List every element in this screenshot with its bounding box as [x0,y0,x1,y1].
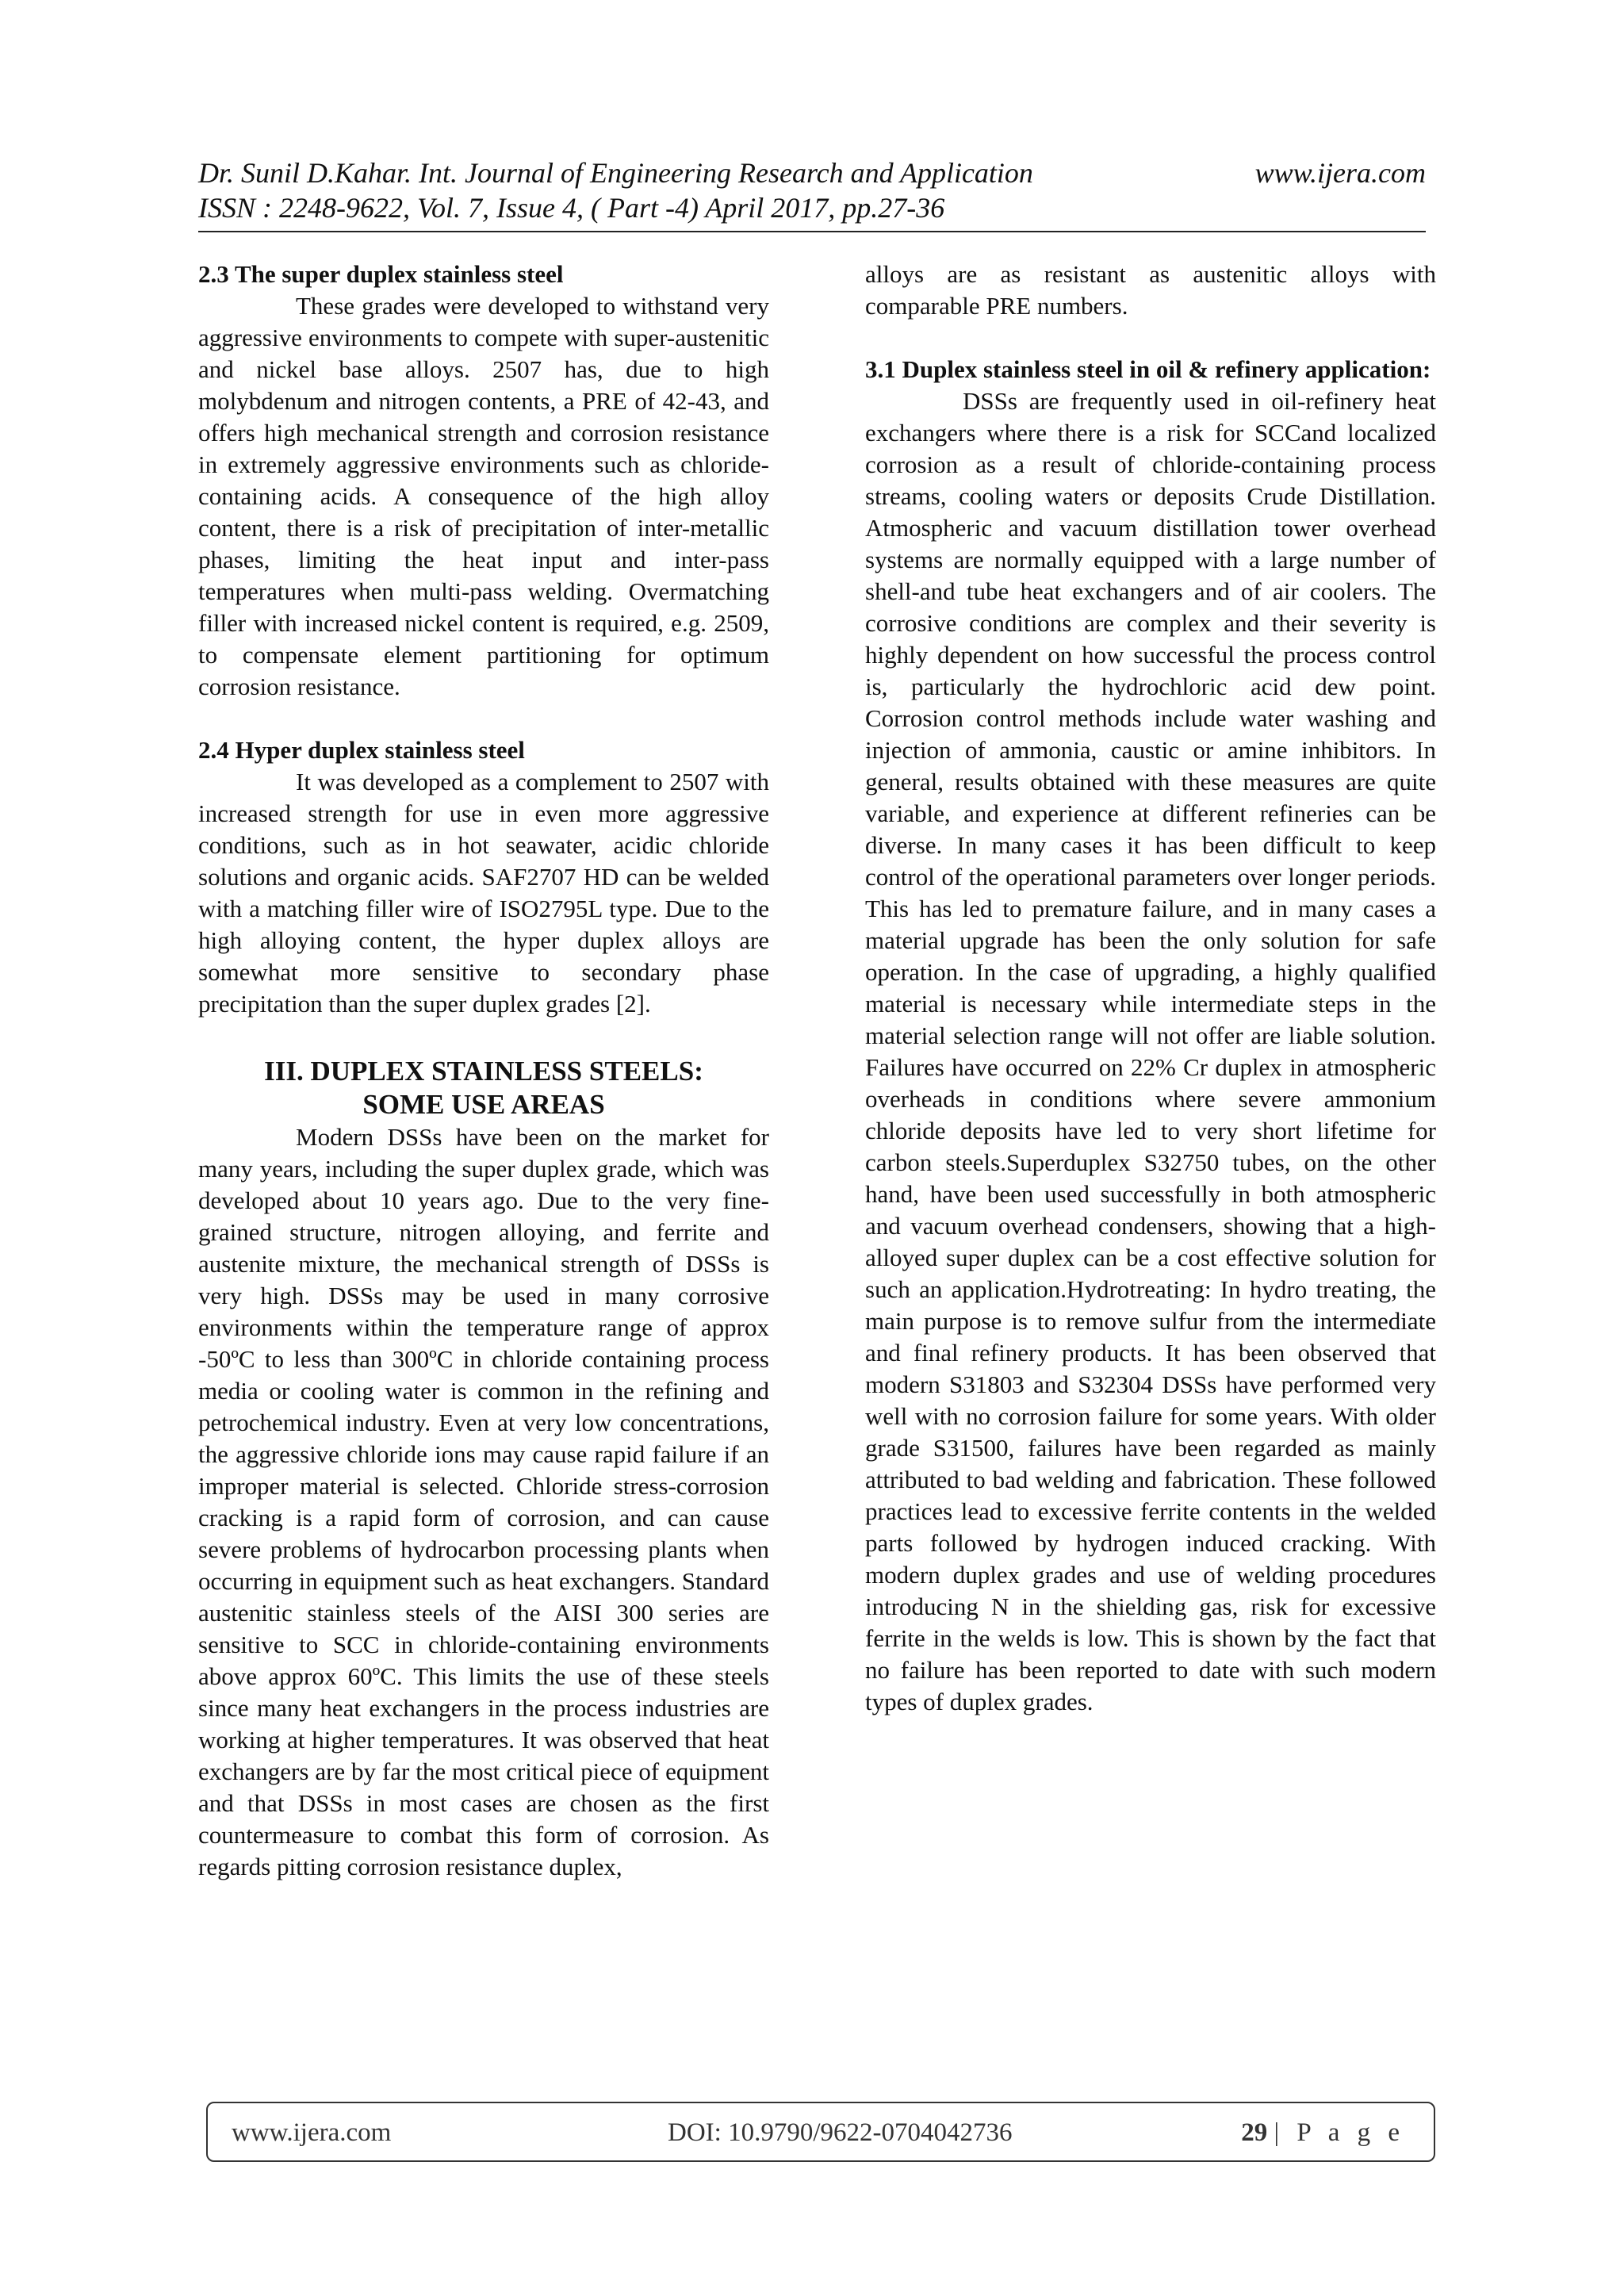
section-3-1-heading: 3.1 Duplex stainless steel in oil & refinery application: [865,355,1431,383]
footer-doi: DOI: 10.9790/9622-0704042736 [668,2118,1013,2147]
section-3-1-body: DSSs are frequently used in oil-refinery heat exchangers where there is a risk for SCCand localized corrosion as a result of chloride-containing process streams, cooling waters or deposits Crude Distillation. Atmospheric and vacuum distillation tower overhead systems are normally equipped with a large number of shell-and tube heat exchangers and of air coolers. The corrosive conditions are complex and their severity is highly dependent on how successful the process control is, particularly the hydrochloric acid dew point. Corrosion control methods include water washing and injection of ammonia, caustic or amine inhibitors. In general, results obtained with these measures are quite variable, and experience at different refineries can be diverse. In many cases it has been difficult to keep control of the operational parameters over longer periods. This has led to premature failure, and in many cases a material upgrade has been the only solution for safe operation. In the case of upgrading, a highly qualified material is necessary while intermediate steps in the material selection range will not offer are liable solution. Failures have occurred on 22% Cr duplex in atmospheric overheads in conditions where severe ammonium chloride deposits have led to very short lifetime for carbon steels.Superduplex S32750 tubes, on the other hand, have been used successfully in both atmospheric and vacuum overhead condensers, showing that a high-alloyed super duplex can be a cost effective solution for such an application.Hydrotreating: In hydro treating, the main purpose is to remove sulfur from the intermediate and final refinery products. It has been observed that modern S31803 and S32304 DSSs have performed very well with no corrosion failure for some years. With older grade S31500, failures have been regarded as mainly attributed to bad welding and fabrication. These followed practices lead to excessive ferrite contents in the welded parts followed by hydrogen induced cracking. With modern duplex grades and use of welding procedures introducing N in the shielding gas, risk for excessive ferrite in the welds is low. This is shown by the fact that no failure has been reported to date with such modern types of duplex grades. [865,387,1436,1715]
section-3-body: Modern DSSs have been on the market for many years, including the super duplex grade, which was developed about 10 years ago. Due to the very fine-grained structure, nitrogen alloying, and ferrite and austenite mixture, the mechanical strength of DSSs is very high. DSSs may be used in many corrosive environments within the temperature range of approx -50ºC to less than 300ºC in chloride containing process media or cooling water is common in the refining and petrochemical industry. Even at very low concentrations, the aggressive chloride ions may cause rapid failure if an improper material is selected. Chloride stress-corrosion cracking is a rapid form of corrosion, and can cause severe problems of hydrocarbon processing plants when occurring in equipment such as heat exchangers. Standard austenitic stainless steels of the AISI 300 series are sensitive to SCC in chloride-containing environments above approx 60ºC. This limits the use of these steels since many heat exchangers in the process industries are working at higher temperatures. It was observed that heat exchangers are by far the most critical piece of equipment and that DSSs in most cases are chosen as the first countermeasure to combat this form of corrosion. As regards pitting corrosion resistance duplex, [198,1123,769,1880]
section-2-4-heading: 2.4 Hyper duplex stainless steel [198,736,525,764]
header-website: www.ijera.com [1254,157,1426,189]
section-2-4-body: It was developed as a complement to 2507 with increased strength for use in even more aggressive conditions, such as in hot seawater, acidic chloride solutions and organic acids. SAF2707 HD can be welded with a matching filler wire of ISO2795L type. Due to the high alloying content, the hyper duplex alloys are somewhat more sensitive to secondary phase precipitation than the super duplex grades [2]. [198,768,769,1018]
right-column [865,259,1436,1718]
header-issn: ISSN : 2248-9622, Vol. 7, Issue 4, ( Part -4) April 2017, pp.27-36 [198,192,945,224]
footer-page [1241,2118,1405,2148]
section-3-title-line2: SOME USE AREAS [362,1089,605,1120]
header-row-citation [198,155,1426,190]
section-3-title [198,1055,769,1121]
footer-website: www.ijera.com [232,2118,392,2147]
page-number: 29 [1241,2118,1268,2147]
section-2-3-body: These grades were developed to withstand very aggressive environments to compete with super-austenitic and nickel base alloys. 2507 has, due to high molybdenum and nitrogen contents, a PRE of 42-43, and offers high mechanical strength and corrosion resistance in extremely aggressive environments such as chloride-containing acids. A consequence of the high alloy content, there is a risk of precipitation of inter-metallic phases, limiting the heat input and inter-pass temperatures when multi-pass welding. Overmatching filler with increased nickel content is required, e.g. 2509, to compensate element partitioning for optimum corrosion resistance. [198,292,769,700]
section-2-3-heading: 2.3 The super duplex stainless steel [198,260,564,288]
continuation-text: alloys are as resistant as austenitic alloys with comparable PRE numbers. [865,260,1436,320]
left-column [198,259,769,1883]
page-label: | P a g e [1274,2118,1405,2147]
header-citation: Dr. Sunil D.Kahar. Int. Journal of Engineering Research and Application [198,157,1033,189]
page-footer [206,2102,1435,2162]
section-3-title-line1: III. DUPLEX STAINLESS STEELS: [264,1056,703,1087]
running-header [198,155,1426,225]
header-divider [198,231,1426,232]
